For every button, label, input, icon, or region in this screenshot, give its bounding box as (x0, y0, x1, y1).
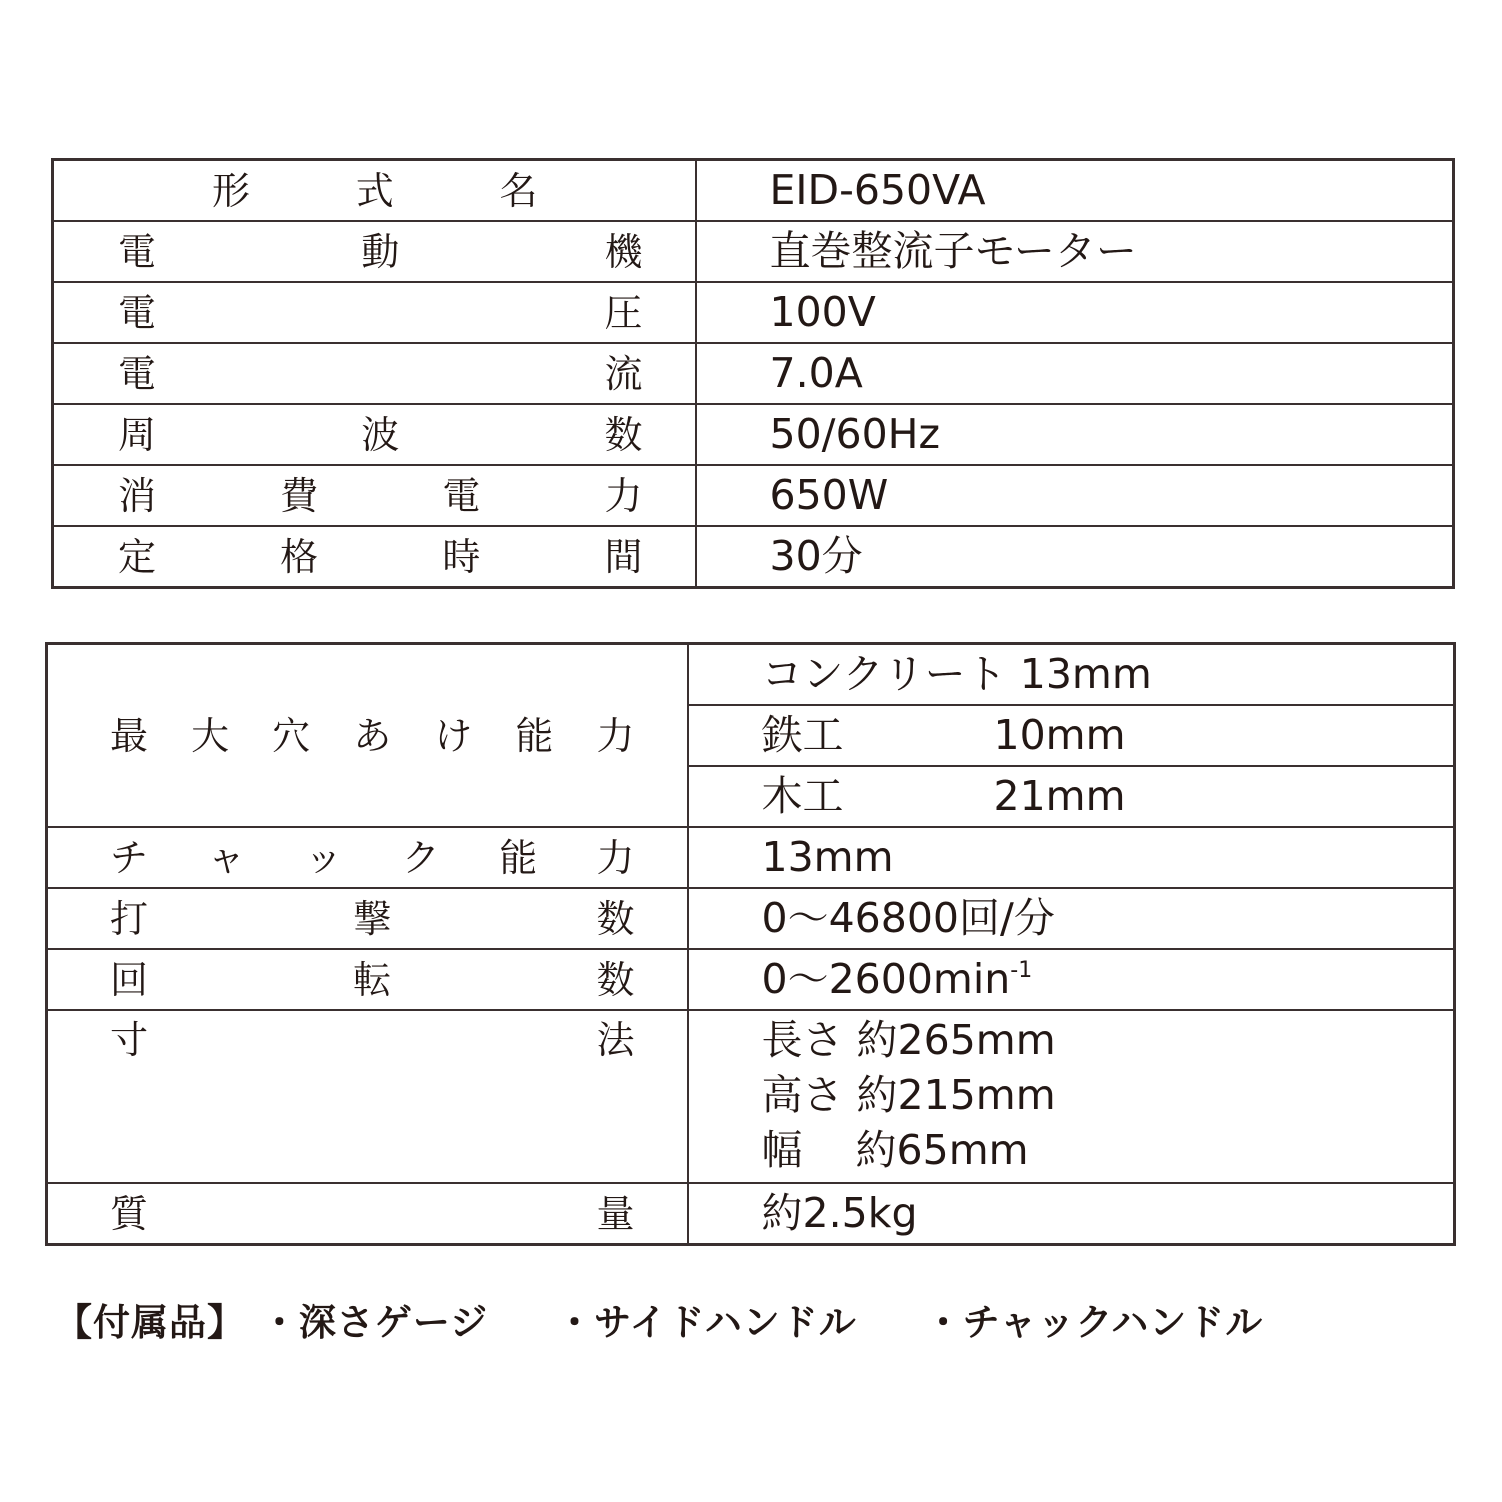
dimensions-value (689, 1011, 1454, 1182)
table-row (53, 343, 1454, 404)
rotation-label: 回 転 数 (110, 957, 635, 1002)
accessories-title: 【付属品】 (55, 1301, 245, 1344)
motor-value: 直巻整流子モーター (769, 227, 1137, 275)
chuck-label: チ ャ ッ ク 能 力 (110, 835, 635, 880)
drilling-label: 最 大 穴 あ け 能 力 (110, 713, 635, 758)
accessory-chuck-handle: ・チャックハンドル (924, 1301, 1264, 1344)
model-label: 形 式 名 (212, 168, 538, 213)
length-line: 長さ 約265mm (761, 1016, 1056, 1064)
table-row (53, 526, 1454, 588)
accessory-side-handle: ・サイドハンドル (556, 1301, 857, 1344)
wood-capacity: 木工 21mm (761, 772, 1126, 820)
table-row (53, 404, 1454, 465)
concrete-capacity: コンクリート 13mm (761, 650, 1152, 698)
current-value: 7.0A (769, 349, 863, 397)
power-value: 650W (769, 471, 889, 519)
frequency-value: 50/60Hz (769, 410, 941, 458)
dimensions-label: 寸 法 (110, 1018, 635, 1062)
steel-capacity: 鉄工 10mm (761, 711, 1126, 759)
rated-time-value: 30分 (769, 532, 863, 580)
voltage-label: 電 圧 (118, 290, 643, 335)
power-label: 消 費 電 力 (118, 473, 643, 518)
capacity-table (45, 642, 1456, 1246)
table-row (53, 160, 1454, 222)
weight-value: 約2.5kg (761, 1189, 918, 1237)
model-value-cell (696, 160, 1454, 222)
voltage-value: 100V (769, 288, 876, 336)
impacts-label: 打 撃 数 (110, 896, 635, 941)
table-row (53, 221, 1454, 282)
table-row (53, 282, 1454, 343)
table-row (47, 1010, 1455, 1183)
spec-table (51, 158, 1455, 589)
table-row (53, 465, 1454, 526)
current-label: 電 流 (118, 351, 643, 396)
model-label-cell (53, 160, 696, 222)
table-row (47, 949, 1455, 1010)
rotation-value: $0\sim 2600\min^{-1}$ (761, 955, 1033, 1003)
frequency-label: 周 波 数 (118, 412, 643, 457)
drilling-label-cell (47, 644, 688, 828)
motor-label: 電 動 機 (118, 229, 643, 274)
rated-time-label: 定 格 時 間 (118, 534, 643, 579)
table-row (47, 888, 1455, 949)
accessories-line (55, 1292, 1317, 1346)
weight-label: 質 量 (110, 1191, 635, 1236)
table-row (47, 1183, 1455, 1245)
table-row (47, 827, 1455, 888)
table-row (47, 644, 1455, 706)
height-line: 高さ 約215mm (761, 1071, 1056, 1119)
width-line: 幅 約65mm (761, 1126, 1029, 1174)
chuck-value: 13mm (761, 833, 894, 881)
impacts-value: 0～46800回/分 (761, 894, 1055, 942)
model-value: EID-650VA (769, 166, 986, 214)
accessory-depth-gauge: ・深さゲージ (260, 1301, 489, 1344)
